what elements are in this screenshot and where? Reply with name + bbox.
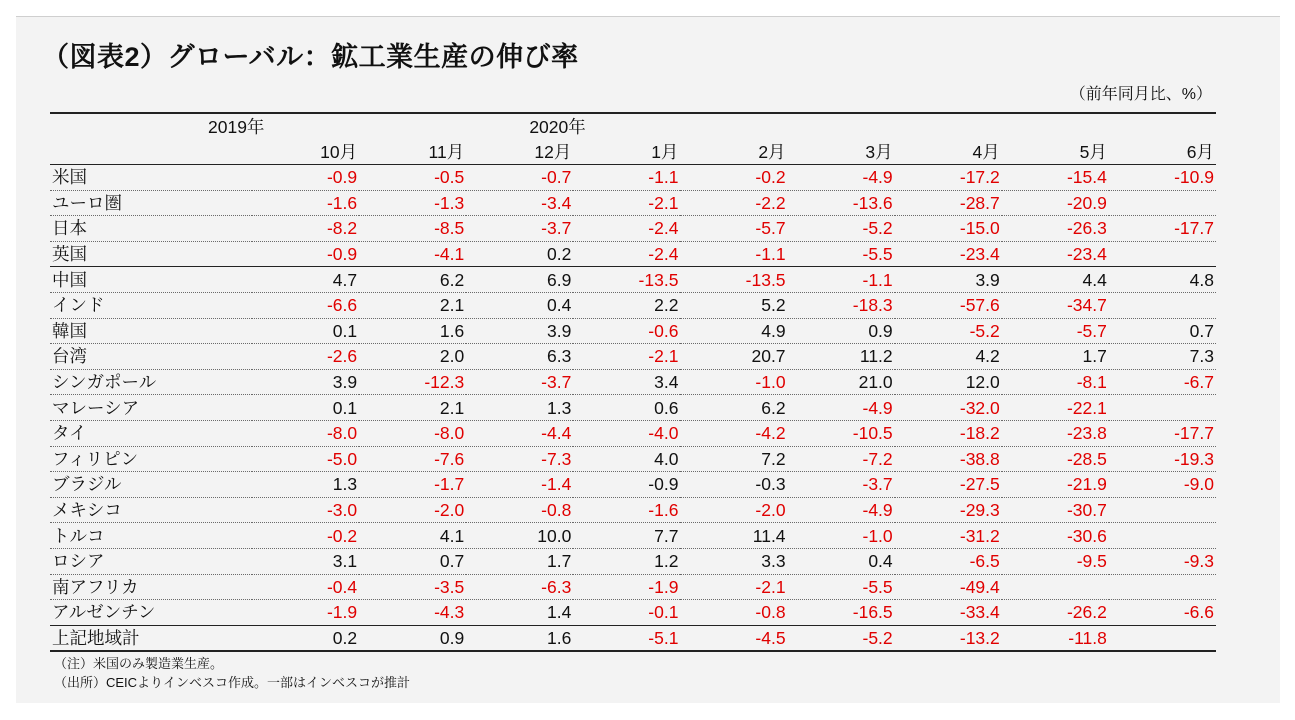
data-cell: -1.0	[680, 369, 787, 395]
footnote-note: （注）米国のみ製造業生産。	[54, 656, 224, 671]
table-row	[50, 574, 1216, 600]
data-cell: -8.0	[252, 420, 359, 446]
data-cell: -12.3	[359, 369, 466, 395]
table-row	[50, 600, 1216, 626]
data-cell: -23.4	[1002, 241, 1109, 267]
data-cell: -18.2	[895, 420, 1002, 446]
unit-note: （前年同月比、%）	[1069, 86, 1212, 103]
data-table-container	[50, 112, 1216, 648]
table-row	[50, 165, 1216, 191]
data-cell: 2.1	[359, 395, 466, 421]
data-cell: 4.7	[252, 267, 359, 293]
data-cell: 6.2	[359, 267, 466, 293]
data-cell: -28.5	[1002, 446, 1109, 472]
row-label: 上記地域計	[50, 625, 252, 651]
data-cell: -4.5	[680, 625, 787, 651]
row-label: 英国	[50, 241, 252, 267]
data-cell: -2.4	[573, 241, 680, 267]
data-cell: -2.4	[573, 216, 680, 242]
data-cell: 1.7	[466, 548, 573, 574]
data-cell: -34.7	[1002, 292, 1109, 318]
data-cell: 1.2	[573, 548, 680, 574]
header-year-cell	[1002, 113, 1109, 139]
data-cell: 4.1	[359, 523, 466, 549]
data-cell: -6.7	[1109, 369, 1216, 395]
data-cell: -23.4	[895, 241, 1002, 267]
row-label: 米国	[50, 165, 252, 191]
data-cell: 0.2	[466, 241, 573, 267]
column-header: 4月	[895, 139, 1002, 165]
data-cell: 4.4	[1002, 267, 1109, 293]
data-cell: -0.8	[680, 600, 787, 626]
data-cell: -0.7	[466, 165, 573, 191]
row-label: インド	[50, 292, 252, 318]
data-cell: -3.7	[466, 369, 573, 395]
data-cell: -4.4	[466, 420, 573, 446]
data-cell: 6.9	[466, 267, 573, 293]
data-cell: -6.3	[466, 574, 573, 600]
data-cell: 1.6	[359, 318, 466, 344]
data-cell: -0.9	[573, 472, 680, 498]
data-cell: -57.6	[895, 292, 1002, 318]
year-label: 2020年	[529, 117, 586, 137]
table-row	[50, 292, 1216, 318]
data-cell: -7.3	[466, 446, 573, 472]
data-cell: -8.2	[252, 216, 359, 242]
data-cell: -2.6	[252, 344, 359, 370]
data-cell: -38.8	[895, 446, 1002, 472]
data-cell: 12.0	[895, 369, 1002, 395]
data-cell	[1109, 574, 1216, 600]
column-header: 2月	[680, 139, 787, 165]
data-cell: 0.1	[252, 395, 359, 421]
data-cell: -5.2	[895, 318, 1002, 344]
row-label: 南アフリカ	[50, 574, 252, 600]
data-cell	[1109, 497, 1216, 523]
data-cell: 2.0	[359, 344, 466, 370]
data-cell: 21.0	[788, 369, 895, 395]
data-cell: 20.7	[680, 344, 787, 370]
data-cell: -23.8	[1002, 420, 1109, 446]
data-cell: -13.6	[788, 190, 895, 216]
data-cell: 11.2	[788, 344, 895, 370]
chart-title: （図表2）グローバル：鉱工業生産の伸び率	[42, 42, 579, 72]
header-year-cell	[895, 113, 1002, 139]
data-cell: -29.3	[895, 497, 1002, 523]
data-cell: -49.4	[895, 574, 1002, 600]
data-cell: -9.3	[1109, 548, 1216, 574]
data-cell: -21.9	[1002, 472, 1109, 498]
data-cell: -4.3	[359, 600, 466, 626]
data-cell: -1.6	[252, 190, 359, 216]
data-cell: -1.1	[788, 267, 895, 293]
data-cell	[1002, 574, 1109, 600]
data-cell: -0.1	[573, 600, 680, 626]
table-row	[50, 625, 1216, 651]
data-cell: -28.7	[895, 190, 1002, 216]
data-cell: -1.0	[788, 523, 895, 549]
data-cell: -4.1	[359, 241, 466, 267]
data-cell: 3.4	[573, 369, 680, 395]
data-cell: 7.2	[680, 446, 787, 472]
data-cell: -30.6	[1002, 523, 1109, 549]
data-cell: -17.7	[1109, 420, 1216, 446]
data-cell: 7.3	[1109, 344, 1216, 370]
data-cell: -32.0	[895, 395, 1002, 421]
data-cell: -10.5	[788, 420, 895, 446]
header-year-cell	[359, 113, 466, 139]
data-cell: -22.1	[1002, 395, 1109, 421]
row-label: シンガポール	[50, 369, 252, 395]
data-cell: -0.2	[680, 165, 787, 191]
data-cell: -1.6	[573, 497, 680, 523]
data-cell: -2.1	[573, 344, 680, 370]
row-label: 韓国	[50, 318, 252, 344]
data-cell: -5.5	[788, 241, 895, 267]
data-cell: 1.6	[466, 625, 573, 651]
data-cell: -1.3	[359, 190, 466, 216]
row-label: ロシア	[50, 548, 252, 574]
data-cell: 6.3	[466, 344, 573, 370]
data-cell	[1109, 190, 1216, 216]
row-label: 日本	[50, 216, 252, 242]
row-label: 中国	[50, 267, 252, 293]
table-header	[50, 113, 1216, 165]
table-row	[50, 216, 1216, 242]
data-cell: -8.0	[359, 420, 466, 446]
data-cell: -3.4	[466, 190, 573, 216]
data-cell: 3.9	[252, 369, 359, 395]
data-cell: -2.2	[680, 190, 787, 216]
data-cell: 5.2	[680, 292, 787, 318]
data-cell: 3.9	[466, 318, 573, 344]
data-cell: 0.9	[359, 625, 466, 651]
table-row	[50, 190, 1216, 216]
data-cell	[1109, 625, 1216, 651]
row-label: 台湾	[50, 344, 252, 370]
data-cell: -3.5	[359, 574, 466, 600]
data-cell	[1109, 241, 1216, 267]
data-cell: 3.1	[252, 548, 359, 574]
data-cell: -0.9	[252, 241, 359, 267]
header-year-cell	[1109, 113, 1216, 139]
data-cell: -16.5	[788, 600, 895, 626]
data-cell: -5.2	[788, 216, 895, 242]
data-cell: -11.8	[1002, 625, 1109, 651]
data-cell: -0.8	[466, 497, 573, 523]
data-cell: 10.0	[466, 523, 573, 549]
data-cell: -2.1	[573, 190, 680, 216]
data-cell: -10.9	[1109, 165, 1216, 191]
column-header: 5月	[1002, 139, 1109, 165]
data-cell: -4.2	[680, 420, 787, 446]
data-cell: 2.2	[573, 292, 680, 318]
footnotes	[54, 654, 410, 692]
data-cell: 2.1	[359, 292, 466, 318]
data-cell: -2.0	[680, 497, 787, 523]
data-cell: -3.0	[252, 497, 359, 523]
data-cell: 1.3	[466, 395, 573, 421]
data-cell: -8.1	[1002, 369, 1109, 395]
column-header: 6月	[1109, 139, 1216, 165]
data-cell: -3.7	[466, 216, 573, 242]
table-row	[50, 241, 1216, 267]
header-year-row	[50, 113, 1216, 139]
data-table	[50, 112, 1216, 652]
data-cell: -1.9	[573, 574, 680, 600]
data-cell: 3.9	[895, 267, 1002, 293]
data-cell	[1109, 523, 1216, 549]
data-cell: -0.6	[573, 318, 680, 344]
data-cell: 0.1	[252, 318, 359, 344]
table-row	[50, 344, 1216, 370]
data-cell: 4.9	[680, 318, 787, 344]
data-cell: -31.2	[895, 523, 1002, 549]
table-body	[50, 165, 1216, 652]
data-cell: -5.1	[573, 625, 680, 651]
data-cell: 0.7	[359, 548, 466, 574]
column-header: 10月	[252, 139, 359, 165]
year-label: 2019年	[208, 117, 265, 137]
data-cell: 0.4	[466, 292, 573, 318]
data-cell: -15.0	[895, 216, 1002, 242]
data-cell: -15.4	[1002, 165, 1109, 191]
row-label: タイ	[50, 420, 252, 446]
table-row	[50, 267, 1216, 293]
data-cell: -4.9	[788, 497, 895, 523]
data-cell: 11.4	[680, 523, 787, 549]
data-cell: -6.6	[252, 292, 359, 318]
data-cell: -5.0	[252, 446, 359, 472]
header-year-cell	[529, 113, 680, 139]
table-row	[50, 548, 1216, 574]
header-year-cell	[208, 113, 359, 139]
data-cell: -9.0	[1109, 472, 1216, 498]
table-row	[50, 472, 1216, 498]
table-row	[50, 446, 1216, 472]
data-cell: -2.1	[680, 574, 787, 600]
data-cell: -1.7	[359, 472, 466, 498]
data-cell: -3.7	[788, 472, 895, 498]
table-row	[50, 497, 1216, 523]
data-cell	[1109, 292, 1216, 318]
data-cell: 6.2	[680, 395, 787, 421]
table-row	[50, 395, 1216, 421]
data-cell: -13.5	[573, 267, 680, 293]
data-cell: -0.9	[252, 165, 359, 191]
column-header: 12月	[466, 139, 573, 165]
data-cell: -26.2	[1002, 600, 1109, 626]
data-cell: -30.7	[1002, 497, 1109, 523]
table-row	[50, 523, 1216, 549]
data-cell: 0.4	[788, 548, 895, 574]
data-cell: -1.1	[680, 241, 787, 267]
data-cell: 1.4	[466, 600, 573, 626]
header-year-cell	[788, 113, 895, 139]
data-cell: -27.5	[895, 472, 1002, 498]
data-cell: 1.3	[252, 472, 359, 498]
data-cell: -1.4	[466, 472, 573, 498]
data-cell: -1.9	[252, 600, 359, 626]
data-cell: 0.6	[573, 395, 680, 421]
data-cell: -20.9	[1002, 190, 1109, 216]
data-cell: -5.7	[680, 216, 787, 242]
data-cell: -4.0	[573, 420, 680, 446]
data-cell: -17.7	[1109, 216, 1216, 242]
data-cell: 3.3	[680, 548, 787, 574]
table-row	[50, 420, 1216, 446]
row-label: トルコ	[50, 523, 252, 549]
data-cell: 0.7	[1109, 318, 1216, 344]
data-cell: -8.5	[359, 216, 466, 242]
table-row	[50, 369, 1216, 395]
header-year-cell	[680, 113, 787, 139]
footnote-source: （出所）CEICよりインベスコ作成。一部はインベスコが推計	[54, 675, 411, 690]
data-cell: -5.7	[1002, 318, 1109, 344]
data-cell: -26.3	[1002, 216, 1109, 242]
data-cell: -33.4	[895, 600, 1002, 626]
data-cell: 0.2	[252, 625, 359, 651]
data-cell: -19.3	[1109, 446, 1216, 472]
data-cell: -6.5	[895, 548, 1002, 574]
data-cell: 1.7	[1002, 344, 1109, 370]
data-cell: -4.9	[788, 165, 895, 191]
row-label: フィリピン	[50, 446, 252, 472]
data-cell: -5.2	[788, 625, 895, 651]
data-cell: 4.2	[895, 344, 1002, 370]
data-cell: -0.5	[359, 165, 466, 191]
data-cell: 0.9	[788, 318, 895, 344]
data-cell: -13.2	[895, 625, 1002, 651]
data-cell: -2.0	[359, 497, 466, 523]
column-header: 3月	[788, 139, 895, 165]
column-header: 11月	[359, 139, 466, 165]
data-cell: -1.1	[573, 165, 680, 191]
data-cell: 7.7	[573, 523, 680, 549]
data-cell: -4.9	[788, 395, 895, 421]
data-cell	[1109, 395, 1216, 421]
data-cell: -17.2	[895, 165, 1002, 191]
data-cell: -6.6	[1109, 600, 1216, 626]
header-month-row	[50, 139, 1216, 165]
data-cell: -9.5	[1002, 548, 1109, 574]
data-cell: 4.8	[1109, 267, 1216, 293]
data-cell: -13.5	[680, 267, 787, 293]
data-cell: -0.4	[252, 574, 359, 600]
row-label: メキシコ	[50, 497, 252, 523]
data-cell: -0.3	[680, 472, 787, 498]
row-label: ブラジル	[50, 472, 252, 498]
row-label: マレーシア	[50, 395, 252, 421]
row-label: アルゼンチン	[50, 600, 252, 626]
chart-panel	[16, 16, 1280, 703]
data-cell: -0.2	[252, 523, 359, 549]
header-corner	[50, 139, 252, 165]
data-cell: 4.0	[573, 446, 680, 472]
data-cell: -18.3	[788, 292, 895, 318]
column-header: 1月	[573, 139, 680, 165]
data-cell: -5.5	[788, 574, 895, 600]
data-cell: -7.2	[788, 446, 895, 472]
row-label: ユーロ圏	[50, 190, 252, 216]
table-row	[50, 318, 1216, 344]
data-cell: -7.6	[359, 446, 466, 472]
